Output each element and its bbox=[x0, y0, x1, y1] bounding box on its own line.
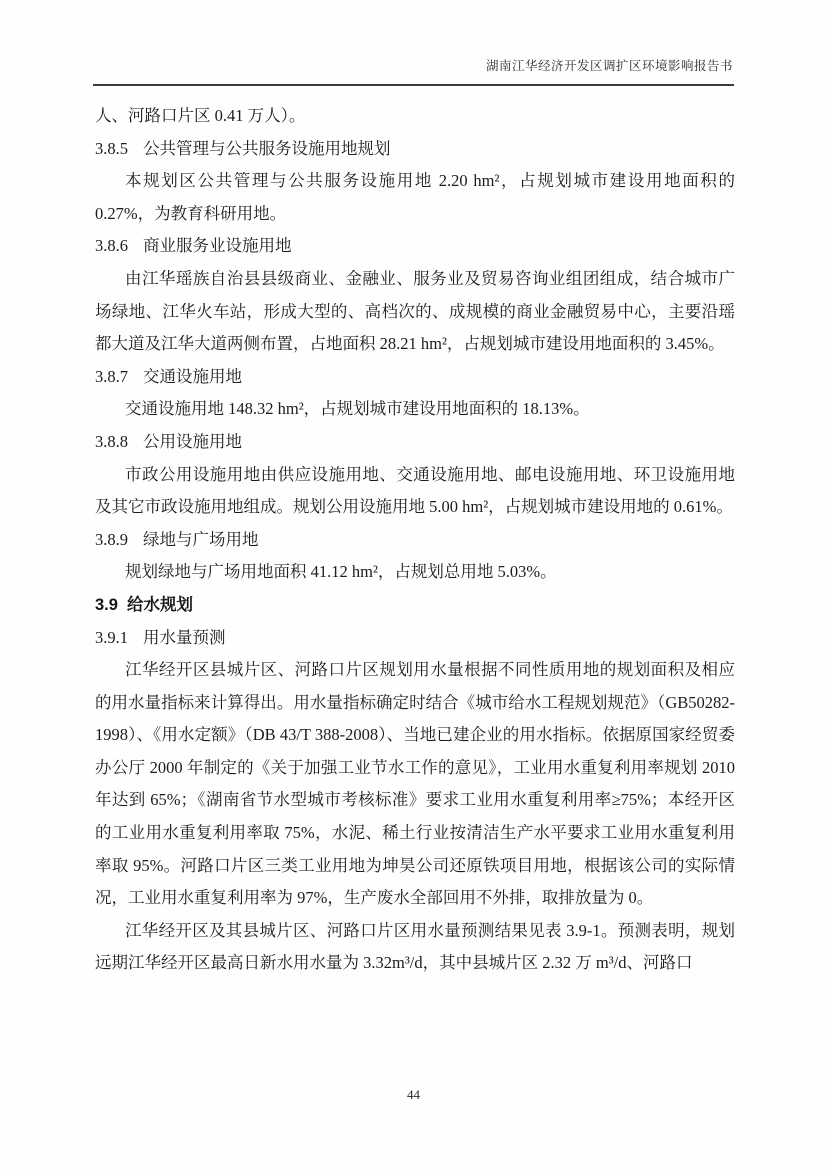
section-number: 3.8.9 bbox=[95, 529, 128, 549]
section-title: 商业服务业设施用地 bbox=[143, 236, 292, 256]
paragraph-commercial-land: 由江华瑶族自治县县级商业、金融业、服务业及贸易咨询业组团组成，结合城市广场绿地、江华火车站，形成大型的、高档次的、成规模的商业金融贸易中心，主要沿瑶都大道及江华大道两侧布置，占地面积 28.21 hm²，占规划城市建设用地面积的 3.45%。 bbox=[95, 268, 735, 354]
section-number: 3.8.8 bbox=[95, 431, 128, 451]
header-divider bbox=[93, 84, 734, 86]
section-heading-3-8-9 bbox=[95, 524, 735, 557]
section-title: 公共管理与公共服务设施用地规划 bbox=[143, 138, 391, 158]
paragraph-green-space-land: 规划绿地与广场用地面积 41.12 hm²，占规划总用地 5.03%。 bbox=[125, 562, 557, 582]
section-heading-3-9-1 bbox=[95, 622, 735, 655]
section-title: 公用设施用地 bbox=[143, 431, 242, 451]
section-number: 3.9 bbox=[95, 595, 118, 614]
section-title: 绿地与广场用地 bbox=[143, 529, 259, 549]
page-footer bbox=[0, 1086, 827, 1104]
document-body bbox=[95, 100, 735, 980]
section-number: 3.8.6 bbox=[95, 236, 128, 256]
paragraph-population-continuation: 人、河路口片区 0.41 万人）。 bbox=[95, 106, 306, 125]
paragraph-transport-land: 交通设施用地 148.32 hm²，占规划城市建设用地面积的 18.13%。 bbox=[125, 399, 590, 419]
section-heading-3-8-5 bbox=[95, 133, 735, 166]
report-header-title: 湖南江华经济开发区调扩区环境影响报告书 bbox=[485, 59, 733, 73]
section-title: 交通设施用地 bbox=[143, 366, 242, 386]
page-number: 44 bbox=[407, 1087, 420, 1102]
paragraph-water-demand-method: 江华经开区县城片区、河路口片区规划用水量根据不同性质用地的规划面积及相应的用水量指标来计算得出。用水量指标确定时结合《城市给水工程规划规范》（GB50282-1998）、《用水定额》（DB 43/T 388-2008）、当地已建企业的用水指标。依据原国家经贸委办公厅 2000 年制定的《关于加强工业节水工作的意见》，工业用水重复利用率规划 2010 年达到 65%；《湖南省节水型城市考核标准》要求工业用水重复利用率≥75%；本经开区的工业用水重复利用率取 75%，水泥、稀土行业按清洁生产水平要求工业用水重复利用率取 95%。河路口片区三类工业用地为坤昊公司还原铁项目用地，根据该公司的实际情况，工业用水重复利用率为 97%，生产废水全部回用不外排，取排放量为 0。 bbox=[95, 660, 735, 908]
section-title: 给水规划 bbox=[126, 595, 193, 614]
page-header bbox=[93, 0, 734, 86]
section-heading-3-8-6 bbox=[95, 230, 735, 263]
section-title: 用水量预测 bbox=[143, 627, 226, 647]
section-number: 3.8.7 bbox=[95, 366, 128, 386]
section-number: 3.9.1 bbox=[95, 627, 128, 647]
paragraph-water-demand-forecast: 江华经开区及其县城片区、河路口片区用水量预测结果见表 3.9-1。预测表明，规划远期江华经开区最高日新水用水量为 3.32m³/d，其中县城片区 2.32 万 m³/d、河路口 bbox=[95, 920, 735, 973]
section-heading-3-8-7 bbox=[95, 361, 735, 394]
paragraph-municipal-utility-land: 市政公用设施用地由供应设施用地、交通设施用地、邮电设施用地、环卫设施用地及其它市政设施用地组成。规划公用设施用地 5.00 hm²，占规划城市建设用地的 0.61%。 bbox=[95, 464, 735, 517]
section-heading-3-8-8 bbox=[95, 426, 735, 459]
paragraph-public-service-land: 本规划区公共管理与公共服务设施用地 2.20 hm²，占规划城市建设用地面积的 0.27%，为教育科研用地。 bbox=[95, 171, 735, 223]
section-heading-3-9 bbox=[95, 589, 735, 622]
section-number: 3.8.5 bbox=[95, 138, 128, 158]
